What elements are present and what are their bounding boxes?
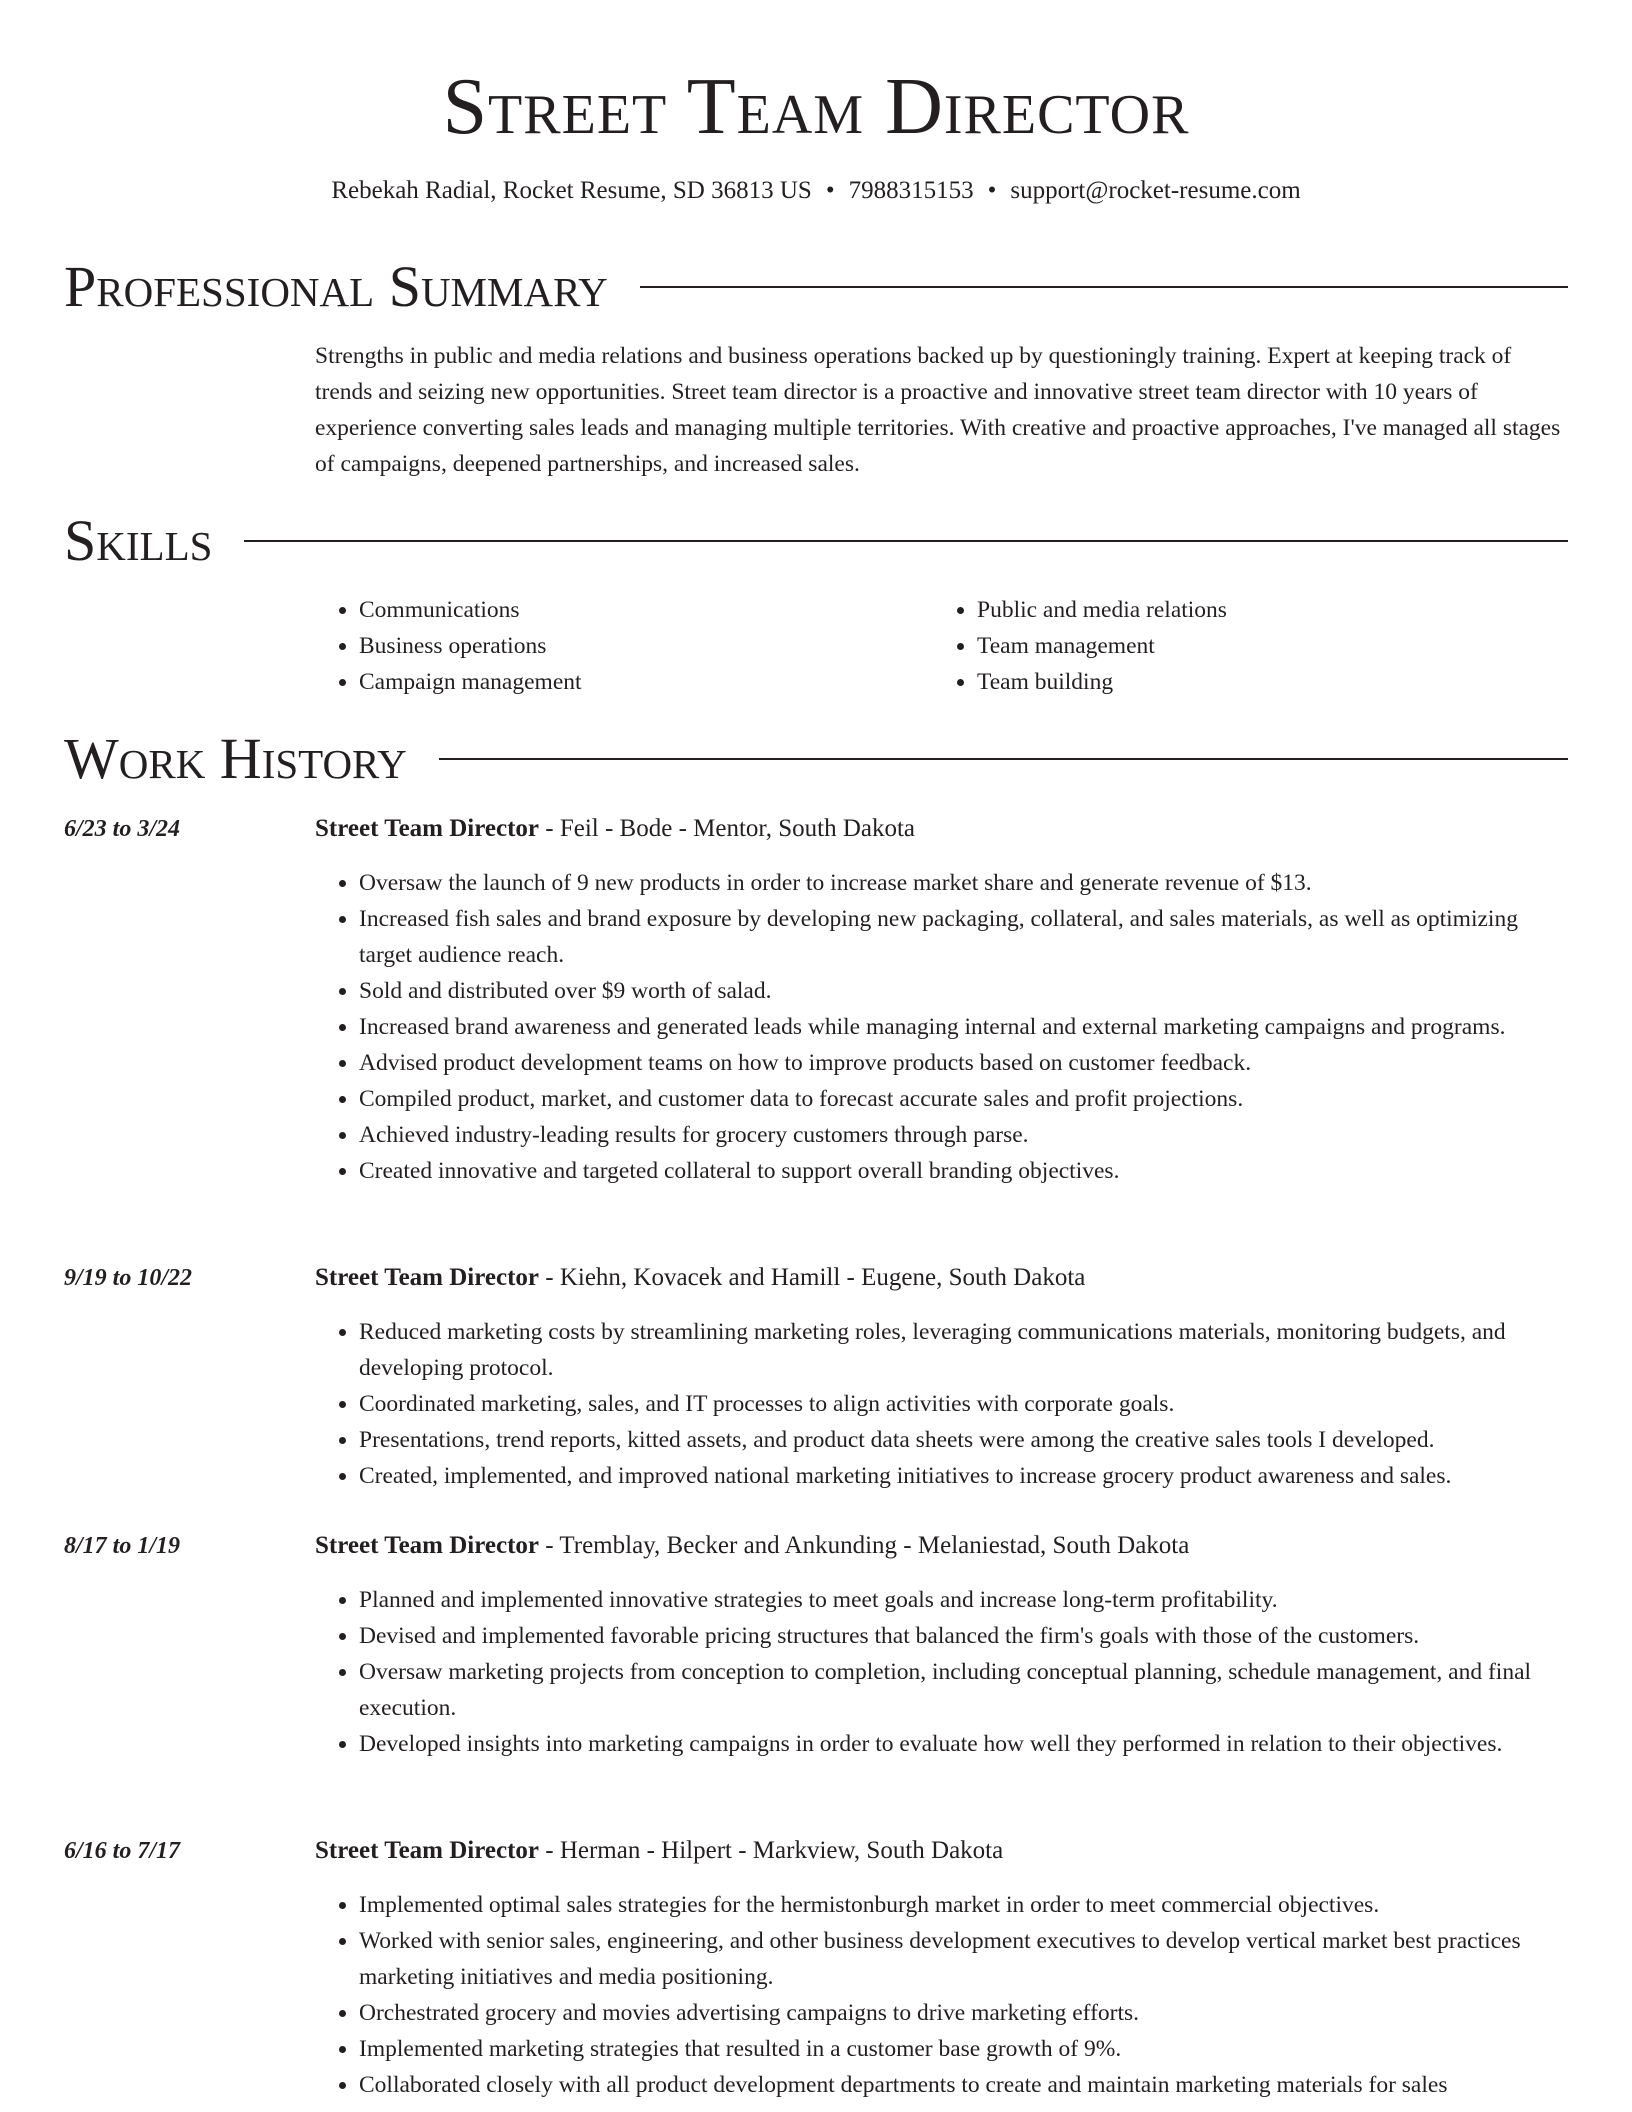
work-role: Street Team Director [315, 815, 539, 842]
work-bullets [315, 865, 1570, 1189]
section-divider [244, 540, 1568, 542]
skill-item: • Team building [977, 664, 1551, 700]
work-dates: 8/17 to 1/19 [64, 1533, 181, 1559]
contact-line [0, 174, 1632, 208]
contact-separator: • [825, 177, 835, 204]
work-bullet: • Compiled product, market, and customer data to forecast accurate sales and profit projections. [359, 1081, 1570, 1117]
skill-item: • Communications [359, 592, 933, 628]
summary-heading: Professional Summary [64, 254, 608, 319]
contact-email: support@rocket-resume.com [1010, 177, 1301, 204]
work-bullets [315, 1887, 1570, 2103]
work-heading-line [315, 1833, 1003, 1869]
work-bullet: • Planned and implemented innovative strategies to meet goals and increase long-term profitability. [359, 1582, 1570, 1618]
resume-title: Street Team Director [442, 63, 1190, 151]
work-bullet: • Oversaw marketing projects from conception to completion, including conceptual planning, schedule management, and final execution. [359, 1654, 1570, 1726]
work-dates: 6/23 to 3/24 [64, 816, 181, 842]
work-role: Street Team Director [315, 1837, 539, 1864]
work-bullets [315, 1314, 1570, 1494]
work-bullet: • Collaborated closely with all product development departments to create and maintain marketing materials for sales [359, 2067, 1570, 2103]
summary-section-header [64, 254, 1568, 319]
skills-heading: Skills [64, 508, 213, 573]
work-bullet: • Increased brand awareness and generated leads while managing internal and external marketing campaigns and programs. [359, 1009, 1570, 1045]
work-bullet: • Implemented marketing strategies that resulted in a customer base growth of 9%. [359, 2031, 1570, 2067]
work-bullet: • Orchestrated grocery and movies advertising campaigns to drive marketing efforts. [359, 1995, 1570, 2031]
contact-address: Rebekah Radial, Rocket Resume, SD 36813 US [331, 177, 812, 204]
skill-item: • Business operations [359, 628, 933, 664]
contact-separator: • [987, 177, 997, 204]
contact-phone: 7988315153 [848, 177, 974, 204]
work-role: Street Team Director [315, 1532, 539, 1559]
work-bullet: • Coordinated marketing, sales, and IT processes to align activities with corporate goals. [359, 1386, 1570, 1422]
skill-item: • Public and media relations [977, 592, 1551, 628]
skills-section-header [64, 508, 1568, 573]
work-bullet: • Reduced marketing costs by streamlining marketing roles, leveraging communications materials, monitoring budgets, and developing protocol. [359, 1314, 1570, 1386]
skills-column-right [933, 592, 1551, 700]
work-bullet: • Created innovative and targeted collateral to support overall branding objectives. [359, 1153, 1570, 1189]
work-employer: - Kiehn, Kovacek and Hamill - Eugene, South Dakota [539, 1264, 1086, 1291]
skill-item: • Campaign management [359, 664, 933, 700]
work-bullet: • Developed insights into marketing campaigns in order to evaluate how well they performed in relation to their objectives. [359, 1726, 1570, 1762]
work-bullet: • Implemented optimal sales strategies for the hermistonburgh market in order to meet commercial objectives. [359, 1887, 1570, 1923]
work-bullet: • Presentations, trend reports, kitted assets, and product data sheets were among the creative sales tools I developed. [359, 1422, 1570, 1458]
work-heading-line [315, 1260, 1085, 1296]
section-divider [640, 286, 1568, 288]
work-bullet: • Devised and implemented favorable pricing structures that balanced the firm's goals with those of the customers. [359, 1618, 1570, 1654]
skills-column-left [315, 592, 933, 700]
section-divider [439, 758, 1568, 760]
work-bullet: • Created, implemented, and improved national marketing initiatives to increase grocery product awareness and sales. [359, 1458, 1570, 1494]
work-employer: - Herman - Hilpert - Markview, South Dakota [539, 1837, 1004, 1864]
work-bullet: • Achieved industry-leading results for grocery customers through parse. [359, 1117, 1570, 1153]
work-bullet: • Sold and distributed over $9 worth of salad. [359, 973, 1570, 1009]
work-employer: - Tremblay, Becker and Ankunding - Melaniestad, South Dakota [539, 1532, 1190, 1559]
work-dates: 9/19 to 10/22 [64, 1265, 193, 1291]
work-dates: 6/16 to 7/17 [64, 1838, 181, 1864]
skill-item: • Team management [977, 628, 1551, 664]
work-section-header [64, 726, 1568, 791]
skills-list [315, 592, 1570, 700]
work-bullet: • Worked with senior sales, engineering, and other business development executives to develop vertical market best practices marketing initiatives and media positioning. [359, 1923, 1570, 1995]
work-bullet: • Advised product development teams on how to improve products based on customer feedback. [359, 1045, 1570, 1081]
work-role: Street Team Director [315, 1264, 539, 1291]
work-heading-line [315, 1528, 1189, 1564]
work-bullet: • Oversaw the launch of 9 new products in order to increase market share and generate revenue of $13. [359, 865, 1570, 901]
work-employer: - Feil - Bode - Mentor, South Dakota [539, 815, 916, 842]
work-bullets [315, 1582, 1570, 1762]
work-bullet: • Increased fish sales and brand exposure by developing new packaging, collateral, and sales materials, as well as optimizing target audience reach. [359, 901, 1570, 973]
summary-text: Strengths in public and media relations and business operations backed up by questioningly training. Expert at keeping track of trends and seizing new opportunities. Street team director is a proactive and innovative street team director with 10 years of experience converting sales leads and managing multiple territories. With creative and proactive approaches, I've managed all stages of campaigns, deepened partnerships, and increased sales. [315, 343, 1561, 477]
work-heading: Work History [64, 726, 407, 791]
work-heading-line [315, 811, 915, 847]
